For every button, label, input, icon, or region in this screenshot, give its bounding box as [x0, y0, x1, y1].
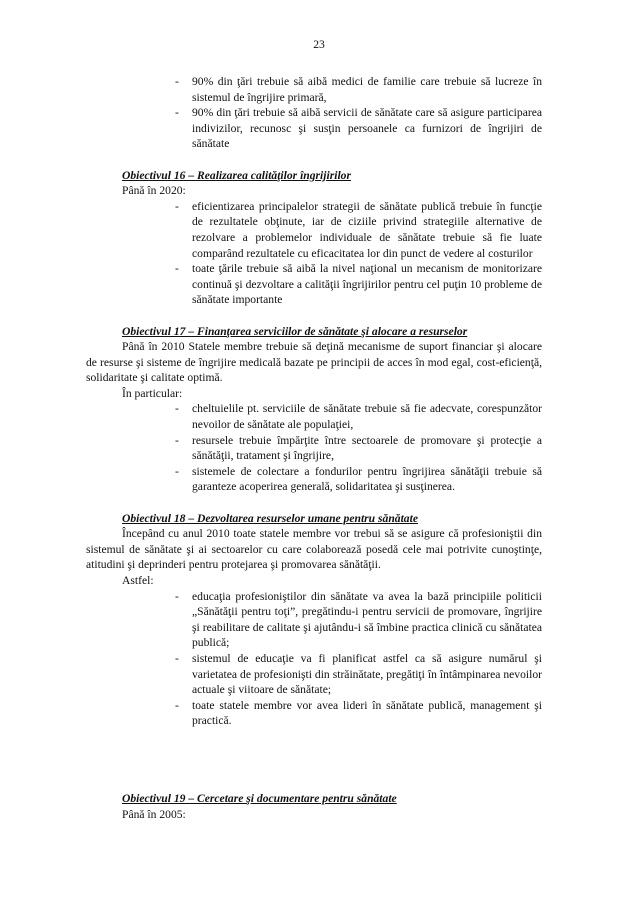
objective-17-paragraph: Până în 2010 Statele membre trebuie să deţină mecanisme de suport financiar şi alocare de resurse şi sisteme de îngrijire medicală bazate pe principii de acces în mod egal, cost-eficienţă, solidaritate şi calitate optimă.: [86, 340, 542, 385]
list-item-text: eficientizarea principalelor strategii de sănătate publică trebuie în funcţie de rezultatele obţinute, iar de ciziile privind strategiile alternative de rezolvare a problemelor individuale de sănătate trebuie să fie luate comparând rezultatele cu eficacitatea lor din punct de vedere al costurilor: [192, 199, 542, 260]
list-dash: -: [175, 75, 179, 88]
list-item-text: 90% din ţări trebuie să aibă servicii de sănătate care să asigure participarea indivizilor, recunosc şi susţin persoanele ca furnizori de îngrijiri de sănătate: [192, 106, 542, 151]
list-item: [175, 401, 542, 432]
list-item-text: sistemele de colectare a fondurilor pentru îngrijirea sănătăţii trebuie să garanteze acoperirea generală, solidaritatea şi susţinerea.: [192, 464, 542, 494]
objective-16-heading: Obiectivul 16 – Realizarea calităţilor îngrijirilor: [122, 168, 351, 182]
list-item: [175, 651, 542, 698]
list-item: [175, 698, 542, 729]
list-item: [175, 105, 542, 152]
list-dash: -: [175, 402, 179, 416]
objective-18-list: [0, 589, 638, 729]
objective-16-lead: Până în 2020:: [122, 184, 186, 198]
list-item: [175, 199, 542, 261]
objective-19-heading: Obiectivul 19 – Cercetare şi documentare pentru sănătate: [122, 791, 397, 805]
objective-16-list: [0, 199, 638, 308]
list-item: [175, 589, 542, 651]
list-item: [175, 261, 542, 308]
objective-19-lead: Până în 2005:: [122, 807, 186, 821]
list-dash: -: [175, 433, 179, 447]
list-item-text: toate statele membre vor avea lideri în sănătate publică, management şi practică.: [192, 698, 542, 728]
page-content: [0, 74, 638, 822]
list-item-text: resursele trebuie împărţite între sectoarele de promovare şi protecţie a sănătăţii, tratament şi îngrijire,: [192, 433, 542, 463]
list-dash: -: [175, 199, 179, 213]
list-item-text: sistemul de educaţie va fi planificat astfel ca să asigure numărul şi varietatea de profesionişti din străinătate, pregătiţi în întâmpinarea nevoilor actuale şi viitoare de sănătate;: [192, 651, 542, 697]
intro-list: [0, 74, 638, 152]
list-dash: -: [175, 106, 179, 120]
list-item: [175, 433, 542, 464]
list-dash: -: [175, 698, 179, 712]
objective-17-heading: Obiectivul 17 – Finanţarea serviciilor de sănătate şi alocare a resurselor: [122, 324, 468, 338]
page-number: 23: [313, 38, 325, 51]
list-dash: -: [175, 262, 179, 276]
objective-17-list: [0, 401, 638, 495]
list-dash: -: [175, 464, 179, 478]
list-item: [175, 464, 542, 495]
list-item-text: cheltuielile pt. serviciile de sănătate trebuie să fie adecvate, corespunzător nevoilor de sănătate ale populaţiei,: [192, 402, 542, 432]
objective-18-lead: Astfel:: [122, 574, 154, 587]
list-item-text: 90% din ţări trebuie să aibă medici de familie care trebuie să lucreze în sistemul de îngrijire primară,: [192, 75, 542, 104]
list-item-text: toate ţările trebuie să aibă la nivel naţional un mecanism de monitorizare continuă şi dezvoltare a calităţii îngrijirilor pentru cel puţin 10 probleme de sănătate importante: [192, 262, 542, 307]
objective-18-heading: Obiectivul 18 – Dezvoltarea resurselor umane pentru sănătate: [122, 511, 418, 525]
objective-17-lead: În particular:: [122, 386, 183, 400]
list-dash: -: [175, 589, 179, 603]
list-dash: -: [175, 651, 179, 665]
list-item-text: educaţia profesioniştilor din sănătate va avea la bază principiile politicii „Sănătăţii pentru toţi”, pregătindu-i pentru servicii de promovare, îngrijire şi reabilitare de calitate şi ajutându-i să îmbine practica clinică cu sănătatea publică;: [192, 589, 542, 650]
objective-18-paragraph: Începând cu anul 2010 toate statele membre vor trebui să se asigure că profesioniştii din sistemul de sănătate şi ai sectoarelor cu care colaborează posedă cele mai potrivite cunoştinţe, atitudini şi deprinderi pentru protejarea şi promovarea sănătăţii.: [86, 527, 542, 572]
list-item: [175, 74, 542, 105]
